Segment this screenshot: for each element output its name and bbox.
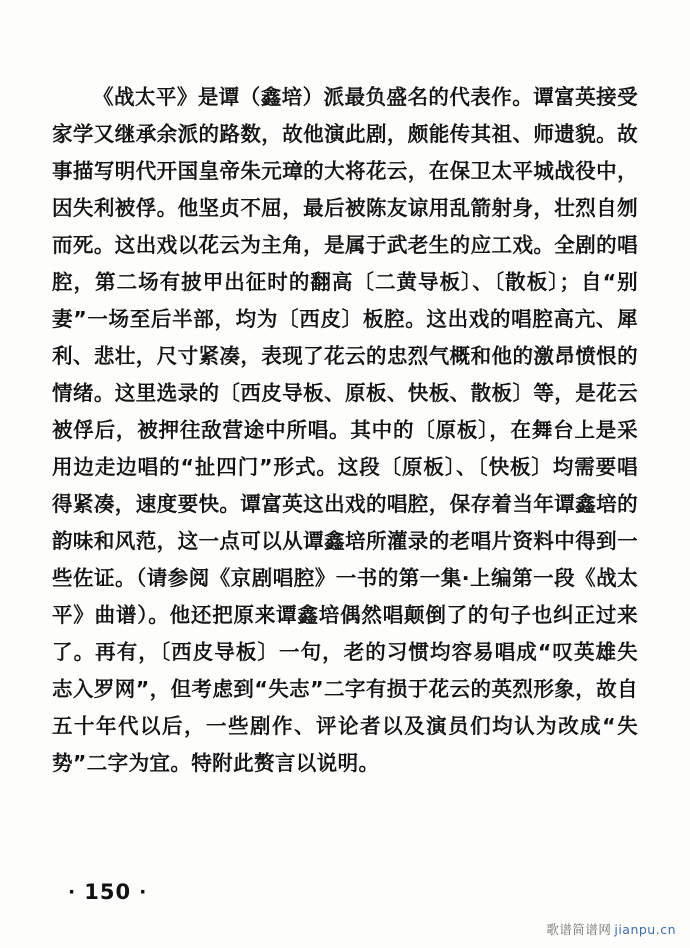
page-content-area [52,58,638,888]
page-footer-folio [60,879,360,904]
body-paragraph: 《战太平》是谭（鑫培）派最负盛名的代表作。谭富英接受家学又继承余派的路数，故他演此剧，颇能传其祖、师遗貌。故事描写明代开国皇帝朱元璋的大将花云，在保卫太平城战役中，因失利被俘。他坚贞不屈，最后被陈友谅用乱箭射身，壮烈自刎而死。这出戏以花云为主角，是属于武老生的应工戏。全剧的唱腔，第二场有披甲出征时的翻高〔二黄导板〕、〔散板〕；自“别妻”一场至后半部，均为〔西皮〕板腔。这出戏的唱腔高亢、犀利、悲壮，尺寸紧凑，表现了花云的忠烈气概和他的激昂愤恨的情绪。这里选录的〔西皮导板、原板、快板、散板〕等，是花云被俘后，被押往敌营途中所唱。其中的〔原板〕，在舞台上是采用边走边唱的“扯四门”形式。这段〔原板〕、〔快板〕均需要唱得紧凑，速度要快。谭富英这出戏的唱腔，保存着当年谭鑫培的韵味和风范，这一点可以从谭鑫培所灌录的老唱片资料中得到一些佐证。（请参阅《京剧唱腔》一书的第一集·上编第一段《战太平》曲谱）。他还把原来谭鑫培偶然唱颠倒了的句子也纠正过来了。再有，〔西皮导板〕一句，老的习惯均容易唱成“叹英雄失志入罗网”，但考虑到“失志”二字有损于花云的英烈形象，故自五十年代以后，一些剧作、评论者以及演员们均认为改成“失势”二字为宜。特附此赘言以说明。 [52,84,638,775]
page-number: 150 [84,880,132,904]
watermark-text: 歌谱简谱网 [546,922,612,937]
watermark-site: jianpu.cn [614,922,676,937]
folio-left-dot: · [68,881,77,903]
folio-right-dot: · [139,881,148,903]
watermark [546,920,676,938]
